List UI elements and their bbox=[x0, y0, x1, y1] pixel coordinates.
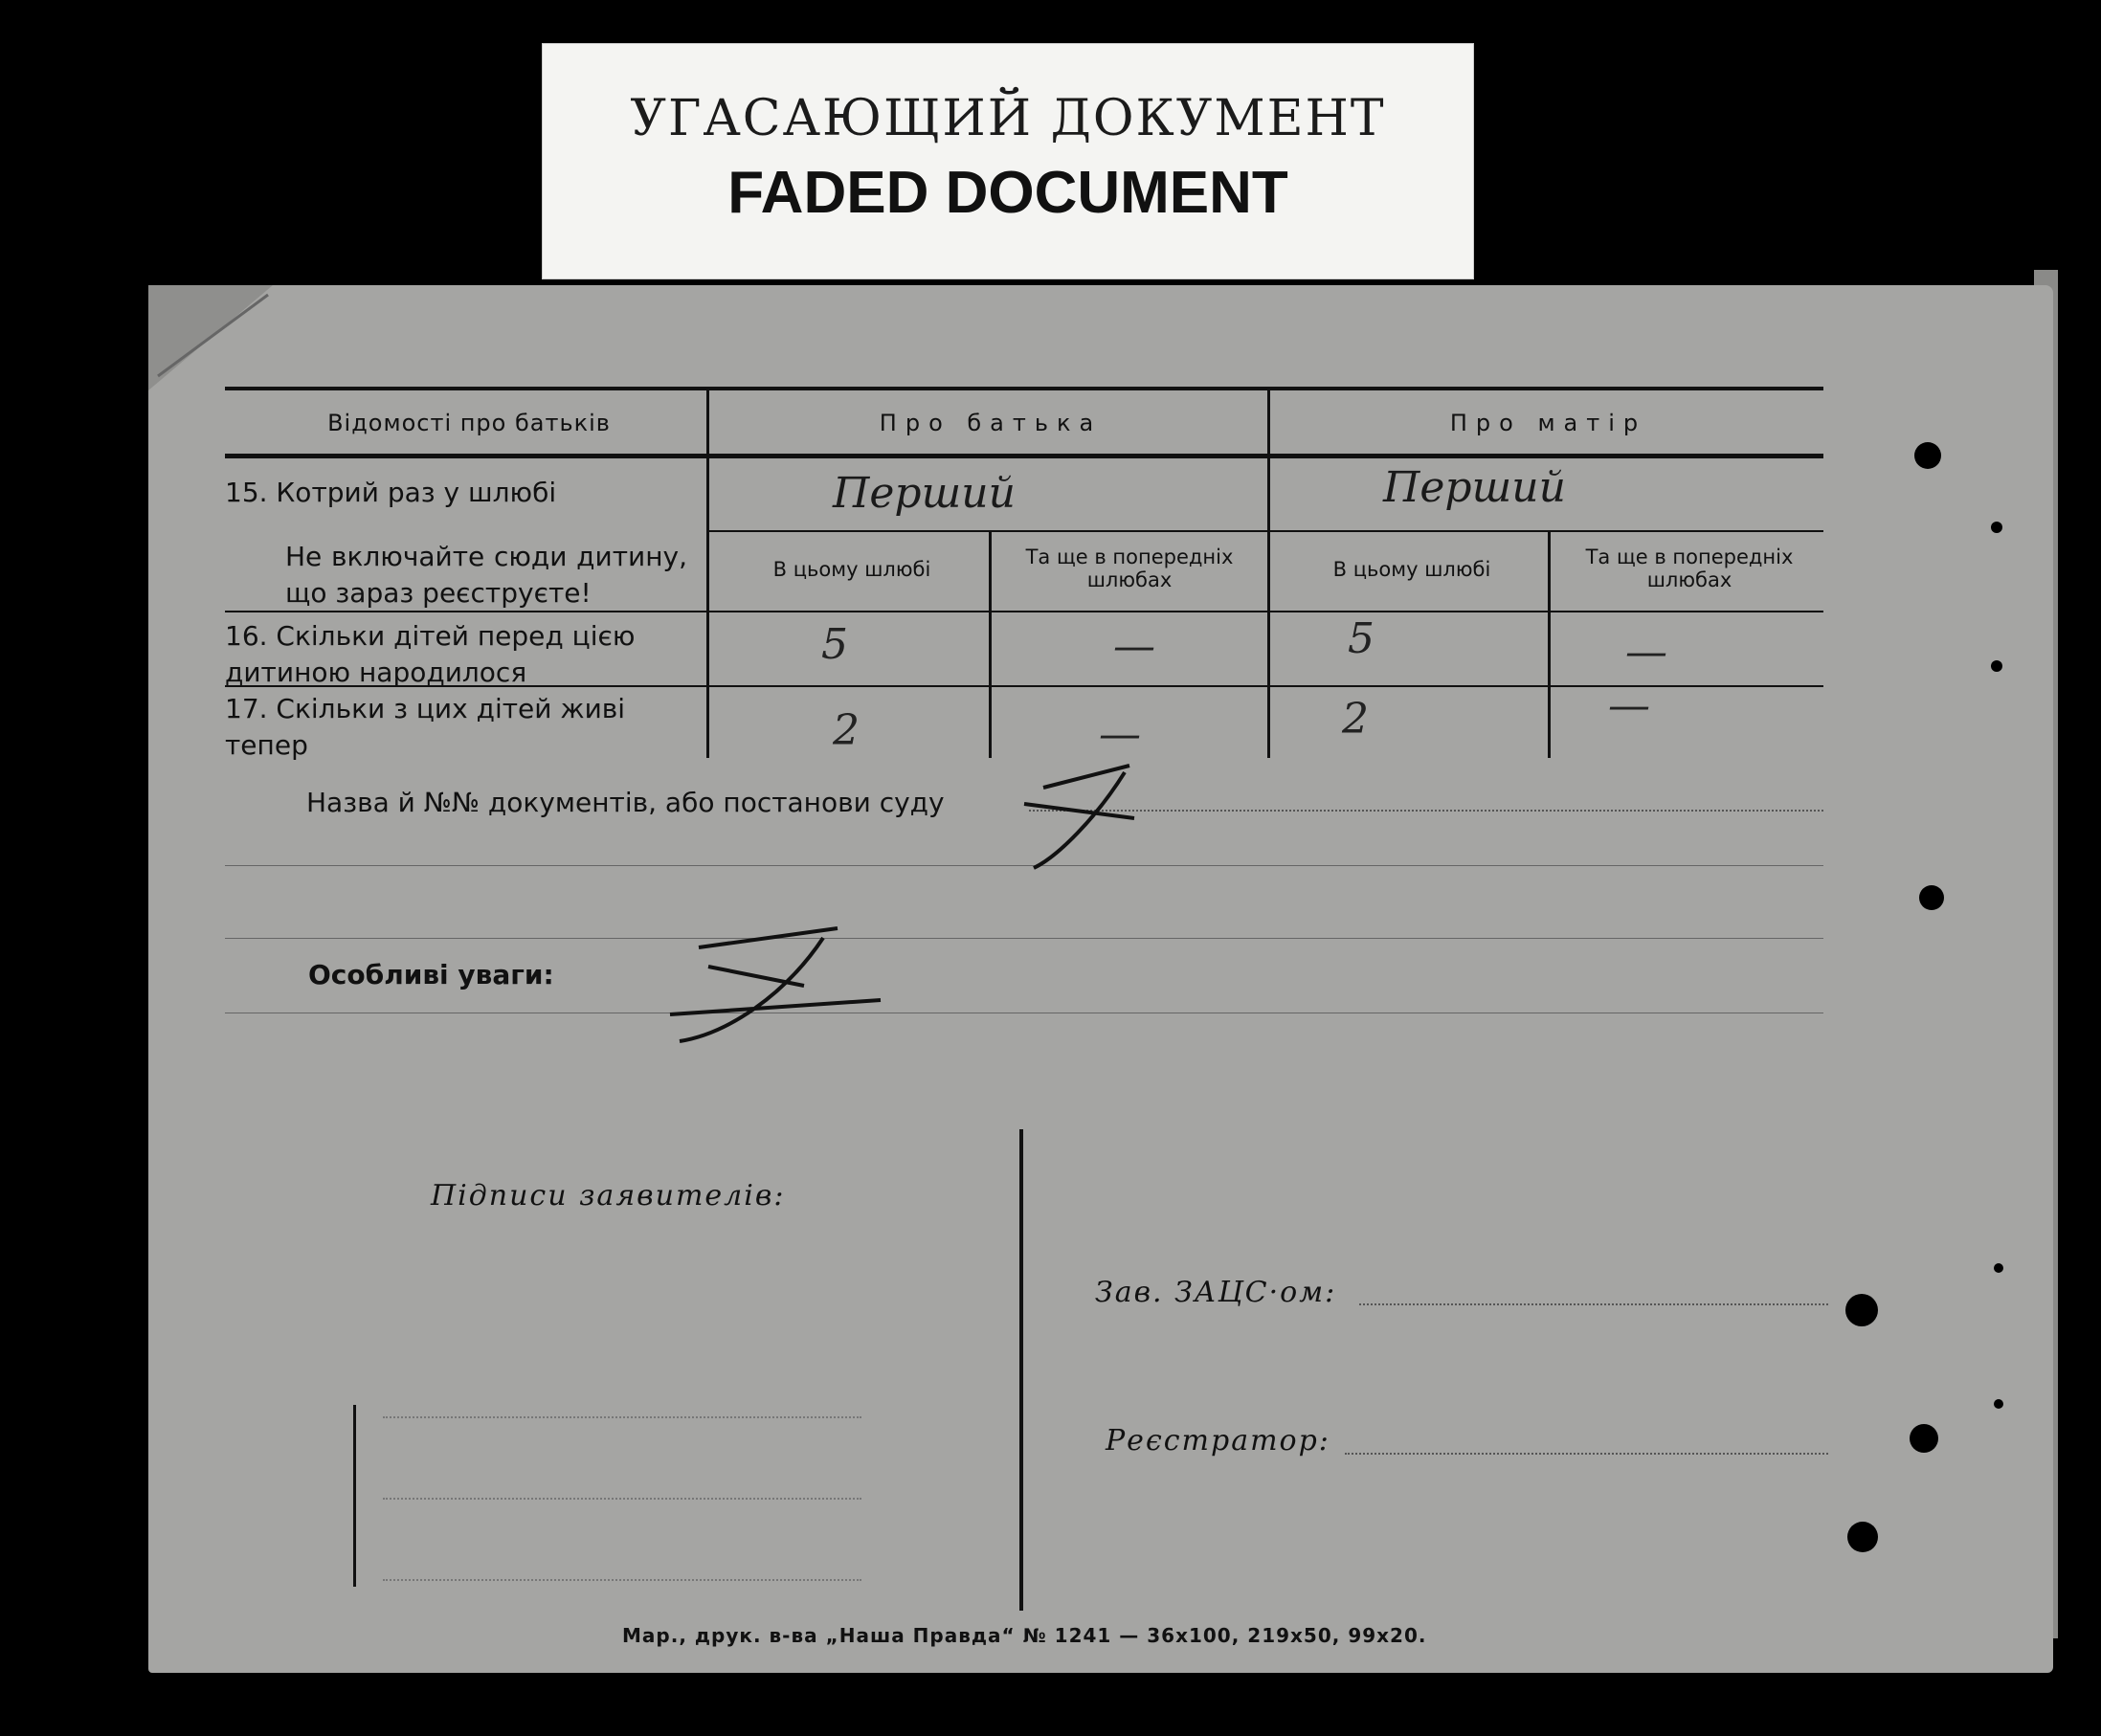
punch-hole bbox=[1847, 1522, 1878, 1552]
punch-hole bbox=[1910, 1424, 1938, 1453]
punch-hole bbox=[1914, 442, 1941, 469]
row17-father-this: 2 bbox=[833, 706, 860, 755]
mother-subheader-this: В цьому шлюбі bbox=[1332, 558, 1491, 581]
label-english: FADED DOCUMENT bbox=[727, 160, 1288, 226]
head-of-registry-line bbox=[1359, 1303, 1828, 1305]
punch-hole bbox=[1919, 885, 1944, 910]
signatures-label: Підписи заявителів: bbox=[431, 1179, 786, 1213]
punch-hole bbox=[1994, 1399, 2003, 1409]
faded-document-label bbox=[542, 43, 1474, 279]
documents-label: Назва й №№ документів, або постанови суду bbox=[306, 787, 945, 818]
documents-strike-mark bbox=[1019, 761, 1192, 876]
row16-label: 16. Скільки дітей перед цією дитиною народилося bbox=[225, 620, 636, 688]
row16-father-this: 5 bbox=[821, 620, 848, 669]
signature-divider bbox=[1019, 1129, 1023, 1611]
row15-mother-value: Перший bbox=[1383, 463, 1566, 512]
printer-imprint: Мар., друк. в-ва „Наша Правда“ № 1241 — 36x100, 219x50, 99x20. bbox=[622, 1624, 1427, 1647]
signature-line-3 bbox=[383, 1579, 861, 1581]
row15-father-value: Перший bbox=[833, 469, 1016, 518]
exclusion-note: Не включайте сюди дитину, що зараз реєструєте! bbox=[285, 541, 687, 609]
row15-label: 15. Котрий раз у шлюбі bbox=[225, 477, 557, 508]
remarks-strike-mark bbox=[660, 919, 890, 1053]
documents-line-3 bbox=[225, 938, 1823, 939]
punch-hole bbox=[1845, 1294, 1878, 1326]
table-top-rule bbox=[225, 387, 1823, 390]
header-info: Відомості про батьків bbox=[327, 410, 611, 436]
registrar-line bbox=[1345, 1453, 1828, 1455]
father-subheader-this: В цьому шлюбі bbox=[772, 558, 931, 581]
head-of-registry-label: Зав. ЗАЦС·ом: bbox=[1095, 1276, 1337, 1309]
row17-mother-this: 2 bbox=[1342, 695, 1369, 744]
folded-corner bbox=[148, 285, 273, 390]
row16-father-prev: — bbox=[1113, 622, 1155, 671]
column-divider-1 bbox=[706, 387, 709, 758]
mother-subheader-prev: Та ще в попередніх шлюбах bbox=[1585, 545, 1794, 591]
table-header-rule bbox=[225, 454, 1823, 458]
registrar-label: Реєстратор: bbox=[1106, 1424, 1330, 1458]
signature-line-2 bbox=[383, 1498, 861, 1500]
header-father: Про батька bbox=[879, 410, 1103, 436]
header-mother: Про матір bbox=[1449, 410, 1647, 436]
row16-mother-this: 5 bbox=[1348, 614, 1375, 663]
signature-line-1 bbox=[383, 1416, 861, 1418]
remarks-label: Особливі уваги: bbox=[308, 959, 554, 990]
subheader-top-rule bbox=[708, 530, 1823, 532]
punch-hole bbox=[1994, 1263, 2003, 1273]
row16-mother-prev: — bbox=[1625, 628, 1667, 677]
father-subheader-prev: Та ще в попередніх шлюбах bbox=[1025, 545, 1234, 591]
punch-hole bbox=[1991, 522, 2002, 533]
row17-father-prev: — bbox=[1099, 710, 1141, 759]
label-russian: УГАСАЮЩИЙ ДОКУМЕНТ bbox=[630, 90, 1386, 147]
signature-bracket bbox=[353, 1405, 356, 1587]
row17-label: 17. Скільки з цих дітей живі тепер bbox=[225, 693, 626, 761]
punch-hole bbox=[1991, 660, 2002, 672]
row17-mother-prev: — bbox=[1608, 681, 1650, 730]
column-divider-2 bbox=[1267, 387, 1270, 758]
